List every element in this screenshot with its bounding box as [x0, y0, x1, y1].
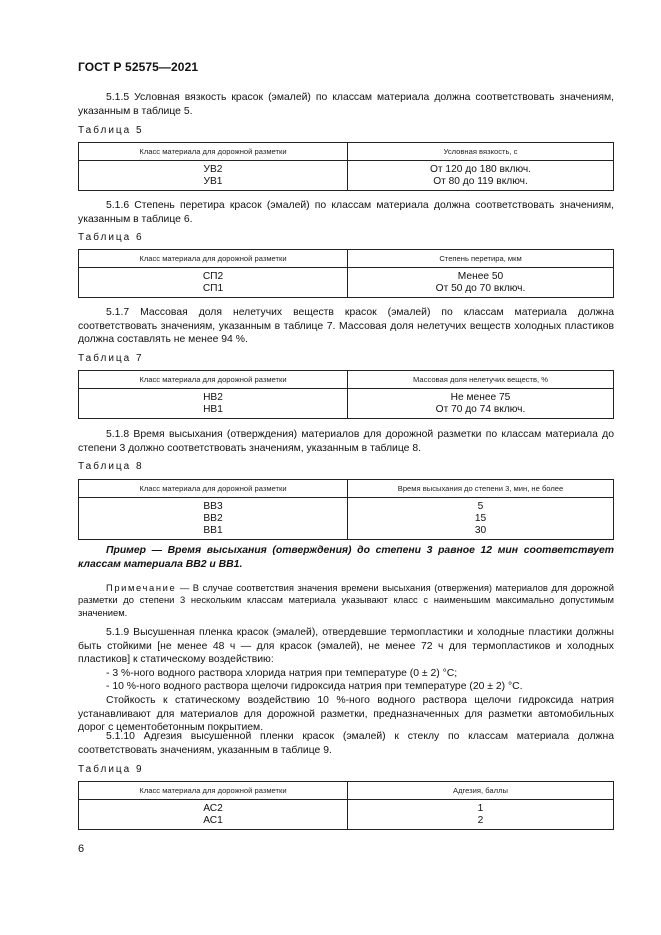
- paragraph-5-1-9-continued: Стойкость к статическому воздействию 10 %-ного водного раствора щелочи гидроксида натрия устанавливают для материалов для дорожной разметки, предназначенных для разметки автомобильных дорог с цементобетонным покрытием.: [78, 694, 614, 734]
- table-cell: НВ2: [79, 389, 348, 405]
- table-cell: АС1: [79, 815, 348, 830]
- table-cell: От 80 до 119 включ.: [348, 176, 614, 191]
- paragraph-5-1-9: 5.1.9 Высушенная пленка красок (эмалей), отвердевшие термопластики и холодные пластики должны быть стойкими [не менее 48 ч — для красок (эмалей), не менее 72 ч для термопластиков и холодных пластиков] к статическому воздействию:: [78, 627, 614, 666]
- list-item: - 10 %-ного водного раствора щелочи гидроксида натрия при температуре (20 ± 2) °С.: [106, 681, 523, 693]
- note-body: — В случае соответствия значения времени высыхания (отвержения) материалов для дорожной разметки до степени 3 нескольким классам материала указывают класс с наименьшим максимально допустимым значением.: [78, 582, 614, 618]
- section-5-1-5: [78, 91, 614, 118]
- table-cell: УВ1: [79, 176, 348, 191]
- paragraph-5-1-10: 5.1.10 Адгезия высушенной пленки красок (эмалей) к стеклу по классам материала должна соответствовать значениям, указанным в таблице 9.: [78, 731, 614, 756]
- paragraph-5-1-6: 5.1.6 Степень перетира красок (эмалей) по классам материала должна соответствовать значениям, указанным в таблице 6.: [78, 200, 614, 225]
- table-cell: 5: [348, 498, 614, 514]
- table-8: [78, 479, 614, 540]
- table-8-block: [78, 461, 614, 472]
- table-9: [78, 781, 614, 830]
- table-cell: Не менее 75: [348, 389, 614, 405]
- section-5-1-10: [78, 730, 614, 757]
- table-cell: ВВ3: [79, 498, 348, 514]
- table-9-block: [78, 764, 614, 775]
- table-5-caption: Таблица 5: [78, 125, 144, 136]
- section-5-1-9: [78, 626, 614, 735]
- table-5-block: [78, 125, 614, 136]
- table-5-header-value: Условная вязкость, с: [348, 143, 614, 161]
- table-cell: НВ1: [79, 404, 348, 419]
- table-cell: 15: [348, 513, 614, 525]
- table-7-header-class: Класс материала для дорожной разметки: [79, 371, 348, 389]
- note-label: Примечание: [106, 582, 177, 593]
- table-cell: ВВ1: [79, 525, 348, 540]
- table-5: [78, 142, 614, 191]
- table-5-header-class: Класс материала для дорожной разметки: [79, 143, 348, 161]
- table-9-header-value: Адгезия, баллы: [348, 782, 614, 800]
- table-7-caption: Таблица 7: [78, 353, 144, 364]
- table-cell: От 70 до 74 включ.: [348, 404, 614, 419]
- table-6-header-value: Степень перетира, мкм: [348, 250, 614, 268]
- paragraph-5-1-7: 5.1.7 Массовая доля нелетучих веществ красок (эмалей) по классам материала должна соответствовать значениям, указанным в таблице 7. Массовая доля нелетучих веществ холодных пластиков должна составлять не менее 94 %.: [78, 307, 614, 346]
- table-8-header-value: Время высыхания до степени 3, мин, не более: [348, 480, 614, 498]
- table-8-header-class: Класс материала для дорожной разметки: [79, 480, 348, 498]
- table-6-header-class: Класс материала для дорожной разметки: [79, 250, 348, 268]
- table-7-block: [78, 353, 614, 364]
- table-cell: ВВ2: [79, 513, 348, 525]
- table-9-caption: Таблица 9: [78, 764, 144, 775]
- table-6-block: [78, 232, 614, 243]
- section-5-1-8: [78, 428, 614, 455]
- table-cell: 30: [348, 525, 614, 540]
- table-cell: От 120 до 180 включ.: [348, 161, 614, 177]
- table-7-header-value: Массовая доля нелетучих веществ, %: [348, 371, 614, 389]
- list-item: - 3 %-ного водного раствора хлорида натрия при температуре (0 ± 2) °С;: [106, 667, 458, 679]
- table-cell: АС2: [79, 800, 348, 816]
- table-cell: Менее 50: [348, 268, 614, 284]
- note-block: [78, 582, 614, 619]
- section-5-1-7: [78, 306, 614, 347]
- note-text: [78, 582, 614, 619]
- paragraph-5-1-8: 5.1.8 Время высыхания (отверждения) материалов для дорожной разметки по классам материала до степени 3 должно соответствовать значениям, указанным в таблице 8.: [78, 429, 614, 454]
- example-text: Пример — Время высыхания (отверждения) до степени 3 равное 12 мин соответствует классам материала ВВ2 и ВВ1.: [78, 545, 614, 570]
- table-6: [78, 249, 614, 298]
- table-9-header-class: Класс материала для дорожной разметки: [79, 782, 348, 800]
- example-block: [78, 544, 614, 571]
- table-cell: СП1: [79, 283, 348, 298]
- table-cell: 2: [348, 815, 614, 830]
- table-cell: СП2: [79, 268, 348, 284]
- paragraph-5-1-5: 5.1.5 Условная вязкость красок (эмалей) по классам материала должна соответствовать значениям, указанным в таблице 5.: [78, 92, 614, 117]
- table-7: [78, 370, 614, 419]
- page-number: 6: [78, 843, 85, 855]
- table-cell: От 50 до 70 включ.: [348, 283, 614, 298]
- table-cell: УВ2: [79, 161, 348, 177]
- table-cell: 1: [348, 800, 614, 816]
- section-5-1-6: [78, 199, 614, 226]
- document-header: ГОСТ Р 52575—2021: [78, 60, 199, 74]
- table-8-caption: Таблица 8: [78, 461, 144, 472]
- table-6-caption: Таблица 6: [78, 232, 144, 243]
